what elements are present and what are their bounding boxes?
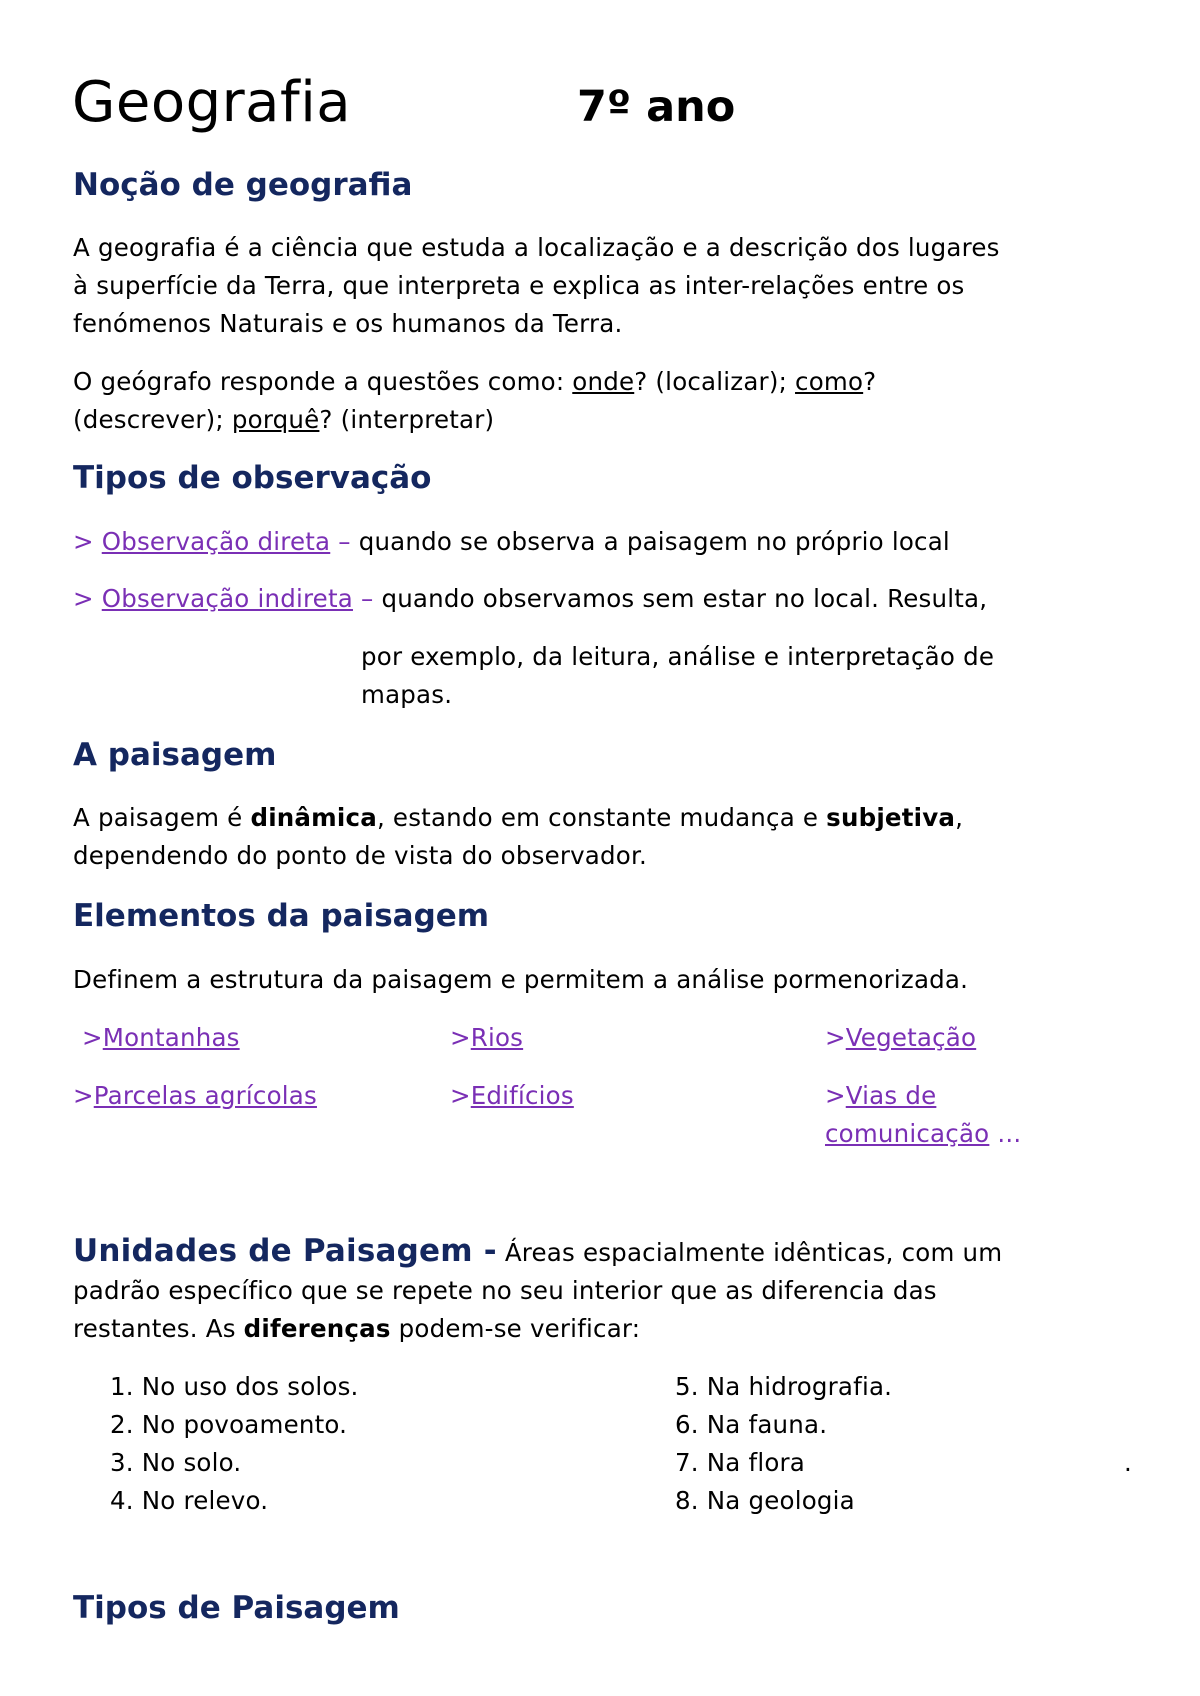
section-heading-elementos: Elementos da paisagem [73,898,490,934]
paisagem-text: A paisagem é [73,803,251,832]
link-vegetacao[interactable]: Vegetação [845,1023,977,1052]
observation-item [73,523,950,561]
questions-line [73,401,494,439]
paisagem-line [73,799,963,837]
bullet-marker: > [82,1023,103,1052]
nocao-paragraph-line: à superfície da Terra, que interpreta e explica as inter-relações entre os [73,271,965,300]
unidades-text: podem-se verificar: [390,1314,641,1343]
paisagem-text: , estando em constante mudança e [376,803,827,832]
unidades-line [73,1232,1002,1272]
stray-dot: . [1124,1448,1132,1477]
link-observacao-indireta[interactable]: Observação indireta [101,584,353,613]
section-heading-tipos-paisagem: Tipos de Paisagem [73,1590,400,1626]
section-heading-observacao: Tipos de observação [73,460,432,496]
list-item: 4. No relevo. [110,1486,269,1515]
list-item: 7. Na flora [675,1448,805,1477]
link-vias-de-comunicacao-cont[interactable]: comunicação [825,1119,990,1148]
bullet-marker: > [825,1023,846,1052]
dash-separator: – [360,584,374,613]
element-item [450,1077,574,1115]
link-rios[interactable]: Rios [470,1023,524,1052]
section-heading-unidades: Unidades de Paisagem - [73,1233,497,1269]
question-onde-hint: ? (localizar); [634,367,796,396]
nocao-paragraph-line: fenómenos Naturais e os humanos da Terra. [73,309,623,338]
bullet-marker: > [73,1081,94,1110]
element-item [82,1019,240,1057]
questions-line [73,363,876,401]
observation-description: quando observamos sem estar no local. Resulta, [381,584,988,613]
question-onde: onde [572,367,635,396]
questions-prefix: O geógrafo responde a questões como: [73,367,573,396]
observation-description: quando se observa a paisagem no próprio local [358,527,950,556]
element-item [450,1019,523,1057]
question-porque-hint: ? (interpretar) [319,405,495,434]
element-item [825,1077,936,1115]
paisagem-line: dependendo do ponto de vista do observador. [73,841,647,870]
list-item: 5. Na hidrografia. [675,1372,893,1401]
observation-continuation: por exemplo, da leitura, análise e interpretação de [361,642,995,671]
elementos-intro: Definem a estrutura da paisagem e permitem a análise pormenorizada. [73,965,969,994]
questions-prefix: (descrever); [73,405,232,434]
question-porque: porquê [231,405,320,434]
unidades-text: restantes. As [73,1314,244,1343]
grade-label: 7º ano [577,82,736,132]
list-item: 8. Na geologia [675,1486,855,1515]
list-item: 2. No povoamento. [110,1410,348,1439]
bullet-marker: > [825,1081,846,1110]
dash-separator: – [338,527,351,556]
keyword-dinamica: dinâmica [250,803,377,832]
bullet-marker: > [450,1081,471,1110]
nocao-paragraph-line: A geografia é a ciência que estuda a localização e a descrição dos lugares [73,233,1000,262]
section-heading-paisagem: A paisagem [73,737,277,773]
element-item [825,1019,976,1057]
ellipsis: ... [989,1119,1022,1148]
question-como: como [795,367,864,396]
bullet-marker: > [73,527,94,556]
element-item-continuation [825,1115,1021,1153]
unidades-text: Áreas espacialmente idênticas, com um [496,1238,1003,1267]
bullet-marker: > [450,1023,471,1052]
element-item [73,1077,317,1115]
list-item: 1. No uso dos solos. [110,1372,359,1401]
link-montanhas[interactable]: Montanhas [102,1023,240,1052]
unidades-line [73,1310,640,1348]
bullet-marker: > [73,584,94,613]
question-como-hint: ? [863,367,877,396]
document-title: Geografia [72,70,352,135]
observation-continuation: mapas. [361,680,453,709]
paisagem-text: , [955,803,964,832]
section-heading-nocao: Noção de geografia [73,167,413,203]
link-parcelas-agricolas[interactable]: Parcelas agrícolas [93,1081,317,1110]
link-vias-de-comunicacao[interactable]: Vias de [845,1081,937,1110]
keyword-subjetiva: subjetiva [826,803,956,832]
link-edificios[interactable]: Edifícios [470,1081,574,1110]
keyword-diferencas: diferenças [243,1314,391,1343]
link-observacao-direta[interactable]: Observação direta [101,527,331,556]
observation-item [73,580,987,618]
list-item: 6. Na fauna. [675,1410,828,1439]
unidades-line: padrão específico que se repete no seu interior que as diferencia das [73,1276,937,1305]
list-item: 3. No solo. [110,1448,242,1477]
